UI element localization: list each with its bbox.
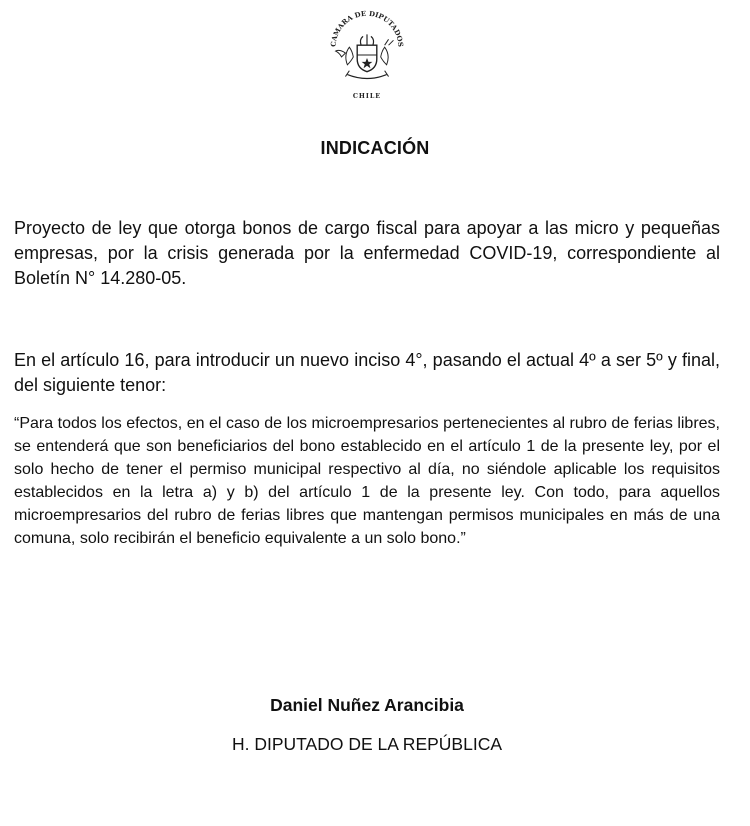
chamber-seal-logo <box>318 6 416 104</box>
signatory-role: H. DIPUTADO DE LA REPÚBLICA <box>231 734 503 754</box>
svg-text:CHILE: CHILE <box>352 92 382 101</box>
document-title: INDICACIÓN <box>320 138 430 158</box>
svg-text:CAMARA DE DIPUTADOS: CAMARA DE DIPUTADOS <box>329 9 405 48</box>
bill-description-paragraph: Proyecto de ley que otorga bonos de cargo fiscal para apoyar a las micro y pequeñas empresas, por la crisis generada por la enfermedad COVID-19, correspondiente al Boletín N° 14.280-05. <box>14 218 720 288</box>
signatory-name: Daniel Nuñez Arancibia <box>270 695 464 715</box>
amendment-instruction-paragraph: En el artículo 16, para introducir un nuevo inciso 4°, pasando el actual 4º a ser 5º y final, del siguiente tenor: <box>14 350 720 395</box>
proposed-text-quote: “Para todos los efectos, en el caso de los microempresarios pertenecientes al rubro de ferias libres, se entenderá que son beneficiarios del bono establecido en el artículo 1 de la presente ley, por el solo hecho de tener el permiso municipal respectivo al día, no siéndole aplicable los requisitos establecidos en la letra a) y b) del artículo 1 de la presente ley. Con todo, para aquellos microempresarios del rubro de ferias libres que mantengan permisos municipales en más de una comuna, solo recibirán el beneficio equivalente a un solo bono.” <box>14 415 720 547</box>
